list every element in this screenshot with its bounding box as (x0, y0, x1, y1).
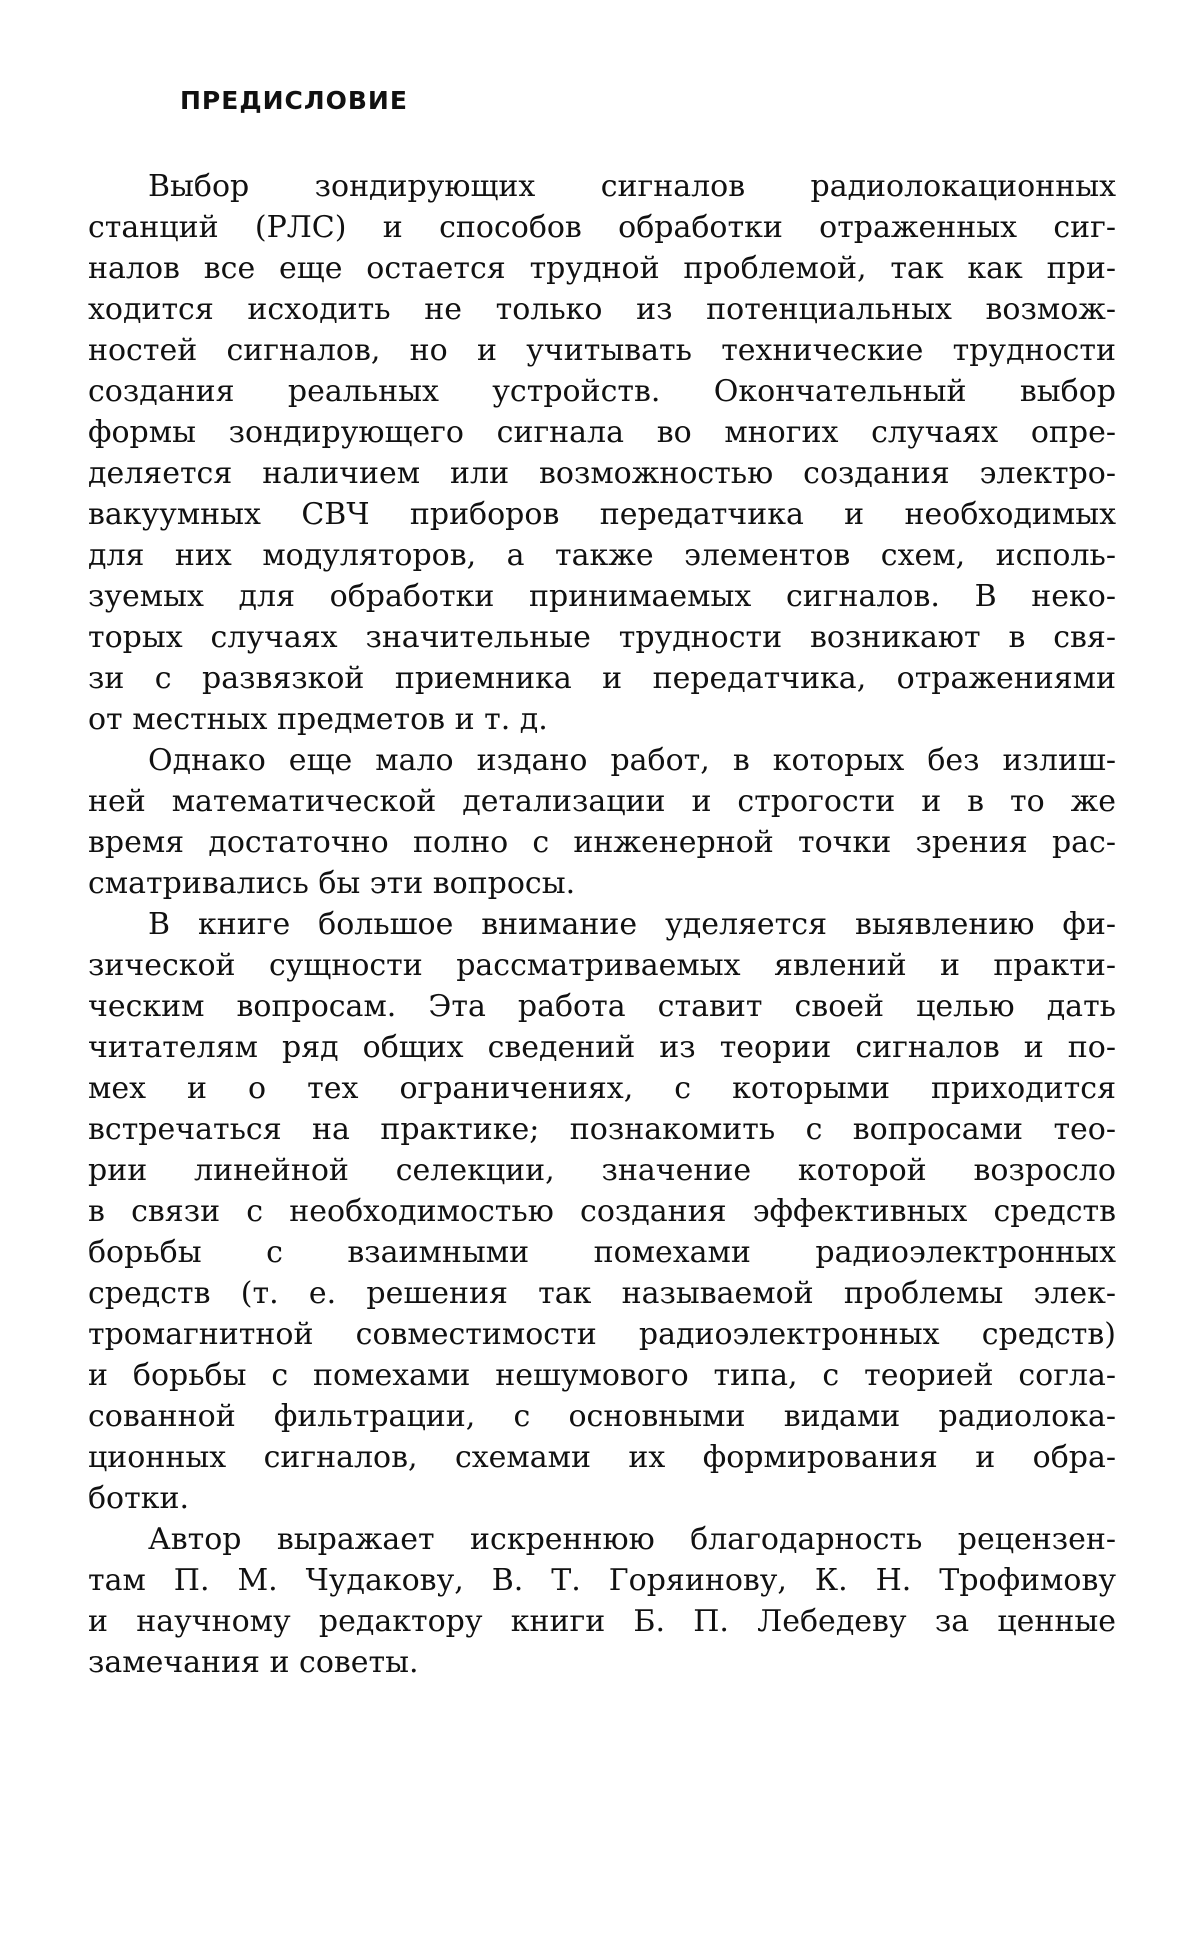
text-line: ческим вопросам. Эта работа ставит своей целью дать (88, 989, 1116, 1024)
text-line: тромагнитной совместимости радиоэлектронных средств) (88, 1317, 1116, 1352)
text-line: Выбор зондирующих сигналов радиолокационных (148, 169, 1116, 204)
text-line: вакуумных СВЧ приборов передатчика и необходимых (88, 497, 1116, 532)
text-line: налов все еще остается трудной проблемой, так как при- (88, 251, 1116, 286)
text-line: время достаточно полно с инженерной точки зрения рас- (88, 825, 1116, 860)
text-line: В книге большое внимание уделяется выявлению фи- (148, 907, 1116, 942)
text-line: встречаться на практике; познакомить с вопросами тео- (88, 1112, 1116, 1147)
text-line: средств (т. е. решения так называемой проблемы элек- (88, 1276, 1116, 1311)
page-heading: ПРЕДИСЛОВИЕ (180, 86, 408, 115)
text-line: деляется наличием или возможностью создания электро- (88, 456, 1116, 491)
text-line: сованной фильтрации, с основными видами радиолока- (88, 1399, 1116, 1434)
paragraph (88, 740, 1116, 904)
text-line: ционных сигналов, схемами их формирования и обра- (88, 1440, 1116, 1475)
text-line: ботки. (88, 1481, 190, 1516)
paragraph (88, 1519, 1116, 1683)
text-line: формы зондирующего сигнала во многих случаях опре- (88, 415, 1116, 450)
text-line: создания реальных устройств. Окончательный выбор (88, 374, 1116, 409)
text-line: от местных предметов и т. д. (88, 702, 548, 737)
text-line: там П. М. Чудакову, В. Т. Горяинову, К. Н. Трофимову (88, 1563, 1116, 1598)
paragraph (88, 166, 1116, 740)
text-line: Автор выражает искреннюю благодарность рецензен- (148, 1522, 1116, 1557)
text-line: читателям ряд общих сведений из теории сигналов и по- (88, 1030, 1116, 1065)
text-line: ностей сигналов, но и учитывать технические трудности (88, 333, 1116, 368)
text-line: торых случаях значительные трудности возникают в свя- (88, 620, 1116, 655)
text-line: рии линейной селекции, значение которой возросло (88, 1153, 1116, 1188)
text-line: в связи с необходимостью создания эффективных средств (88, 1194, 1116, 1229)
text-line: зи с развязкой приемника и передатчика, отражениями (88, 661, 1116, 696)
text-line: зической сущности рассматриваемых явлений и практи- (88, 948, 1116, 983)
text-line: борьбы с взаимными помехами радиоэлектронных (88, 1235, 1116, 1270)
text-line: замечания и советы. (88, 1645, 419, 1680)
text-line: и научному редактору книги Б. П. Лебедеву за ценные (88, 1604, 1116, 1639)
paragraph (88, 904, 1116, 1519)
text-line: станций (РЛС) и способов обработки отраженных сиг- (88, 210, 1116, 245)
text-line: сматривались бы эти вопросы. (88, 866, 576, 901)
text-line: для них модуляторов, а также элементов схем, исполь- (88, 538, 1116, 573)
text-line: мех и о тех ограничениях, с которыми приходится (88, 1071, 1116, 1106)
text-line: и борьбы с помехами нешумового типа, с теорией согла- (88, 1358, 1116, 1393)
text-line: Однако еще мало издано работ, в которых без излиш- (148, 743, 1116, 778)
text-line: зуемых для обработки принимаемых сигналов. В неко- (88, 579, 1116, 614)
body-text (88, 166, 1116, 1683)
text-line: ходится исходить не только из потенциальных возмож- (88, 292, 1116, 327)
text-line: ней математической детализации и строгости и в то же (88, 784, 1116, 819)
